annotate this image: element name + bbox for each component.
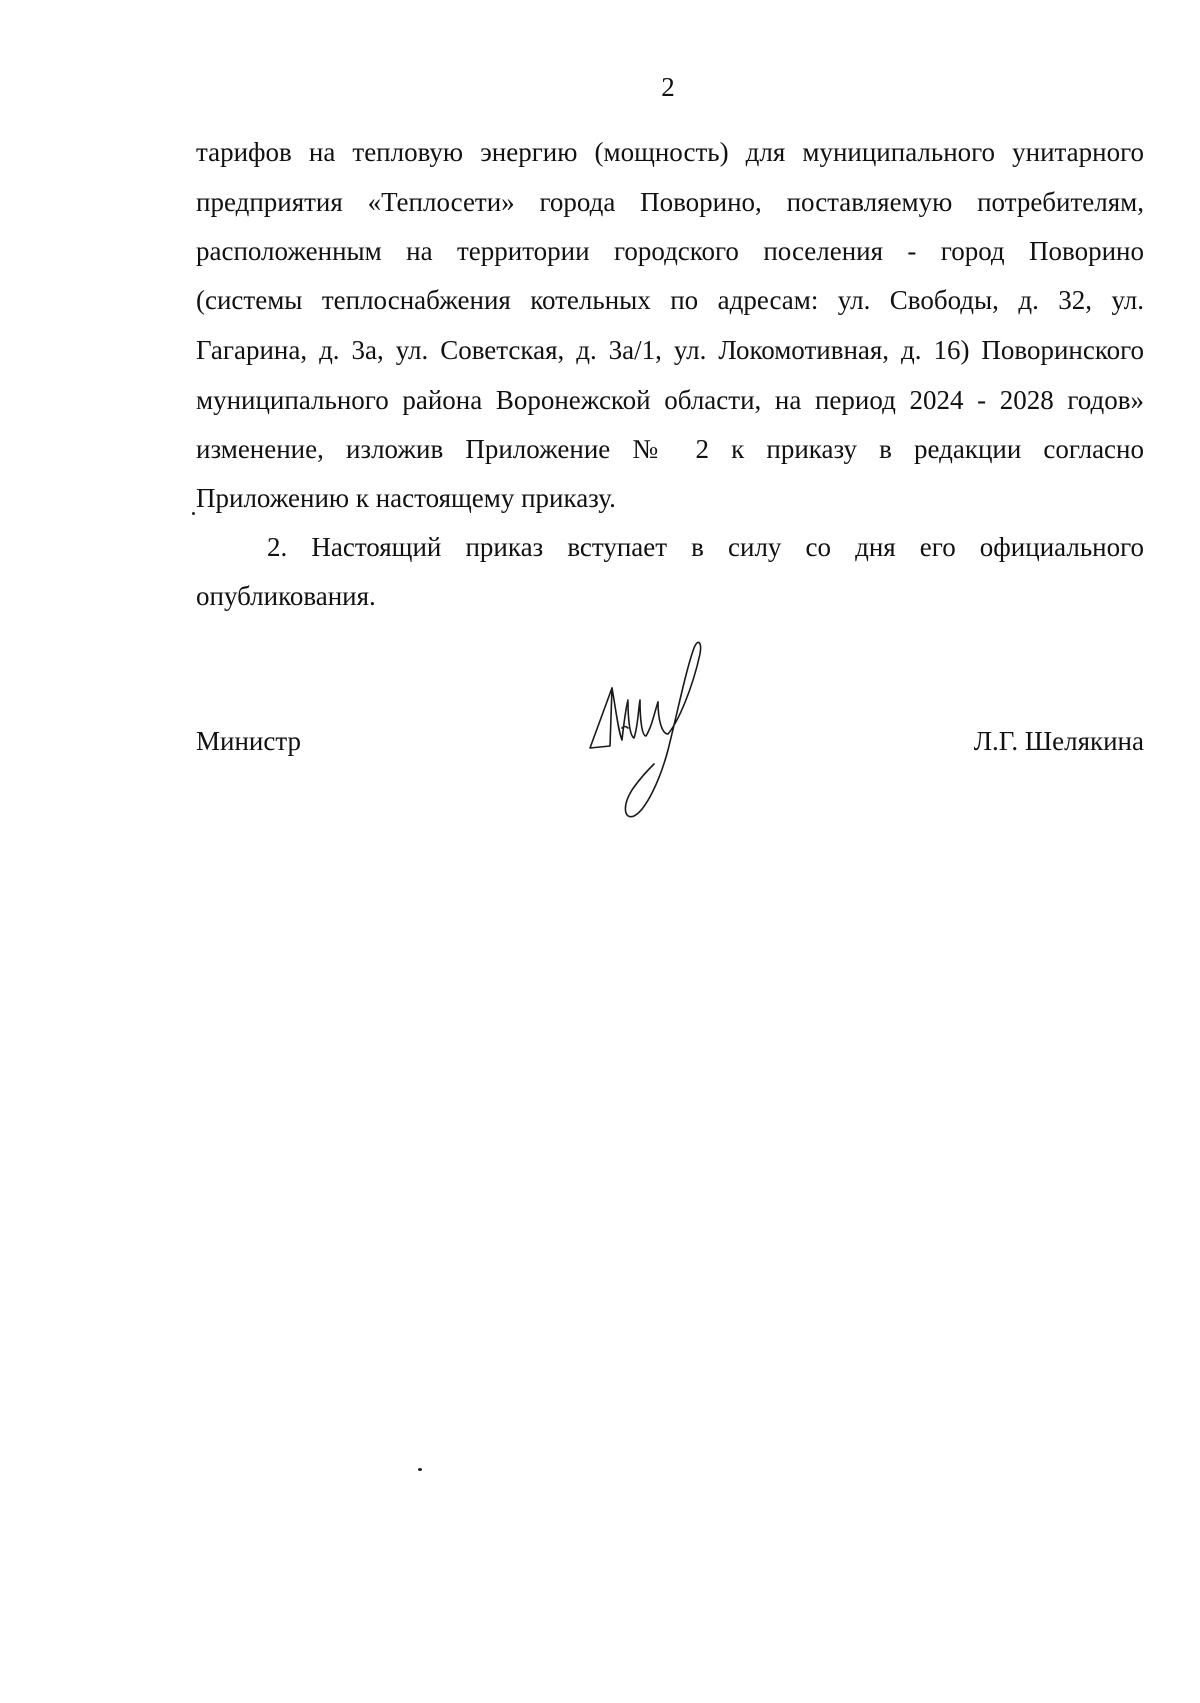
- paragraph-line: предприятия «Теплосети» города Поворино, поставляемую потребителям,: [196, 187, 1144, 217]
- scan-speck: [418, 1468, 422, 1471]
- signatory-title: Министр: [196, 726, 301, 756]
- page-number: 2: [661, 72, 675, 102]
- handwritten-signature: [582, 630, 742, 830]
- paragraph-line: муниципального района Воронежской области, на период 2024 - 2028 годов»: [196, 385, 1144, 415]
- paragraph-line: расположенным на территории городского поселения - город Поворино: [196, 236, 1144, 266]
- paragraph-line: изменение, изложив Приложение № 2 к приказу в редакции согласно: [196, 434, 1144, 464]
- paragraph-line: Приложению к настоящему приказу.: [196, 483, 616, 513]
- paragraph-line: опубликования.: [196, 581, 376, 611]
- paragraph-line: Гагарина, д. 3а, ул. Советская, д. 3а/1, ул. Локомотивная, д. 16) Поворинского: [196, 335, 1144, 365]
- paragraph-line: 2. Настоящий приказ вступает в силу со дня его официального: [267, 532, 1144, 562]
- paragraph-line: (системы теплоснабжения котельных по адресам: ул. Свободы, д. 32, ул.: [196, 285, 1144, 315]
- scan-speck: [192, 512, 195, 515]
- signatory-name: Л.Г. Шелякина: [973, 726, 1144, 756]
- paragraph-line: тарифов на тепловую энергию (мощность) для муниципального унитарного: [196, 137, 1144, 167]
